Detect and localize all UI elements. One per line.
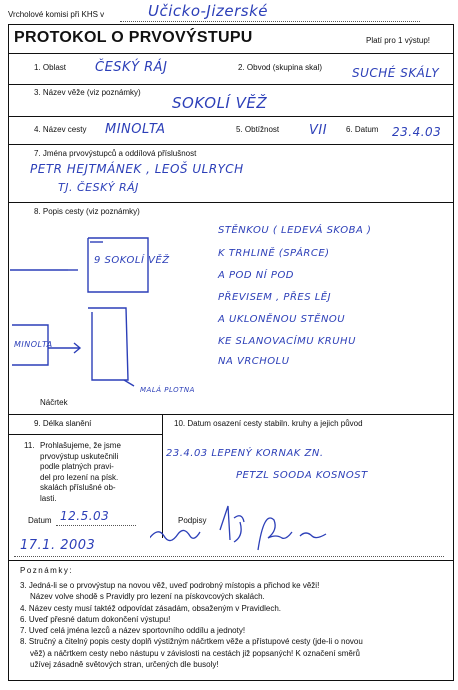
valid-note: Platí pro 1 výstup! bbox=[366, 36, 431, 45]
sketch-label: Náčrtek bbox=[40, 398, 68, 407]
sketch-route-label: MINOLTA bbox=[14, 340, 53, 349]
field-3-value: SOKOLÍ VĚŽ bbox=[172, 94, 268, 112]
field-10-line-1: 23.4.03 LEPENÝ KORNAK ZN. bbox=[166, 448, 324, 459]
divider bbox=[8, 144, 454, 145]
notes-list: 3. Jedná-li se o prvovýstup na novou věž, uveď podrobný místopis a přichod ke věži! Název volve shodě s Pravidly pro lezení na pískovcových skalách. 4. Název cesty musí taktéž odpovídat zásadám, obsaženým v Pravidlech. 6. Uveď přesné datum dokončení výstupu! 7. Uveď celá jména lezců a název sportovního oddílu a jednoty! 8. Stručný a čitelný popis cesty doplň výstižným náčrtkem věže a přístupové cesty (jde-li o novou věž) a náčrtkem cesty nebo nástupu v závislosti na cestách již popsaných! K označení směrů užívej zásadně světových stran, určených dle busoly! bbox=[20, 581, 363, 670]
sketch-tower-label: 9 SOKOLÍ VĚŽ bbox=[94, 255, 170, 266]
sketch-neighbor-label: MALÁ PLOTNA bbox=[140, 386, 195, 394]
route-line-5: A UKLONĚNOU STĚNOU bbox=[218, 314, 346, 325]
divider bbox=[8, 434, 162, 435]
field-7-label: 7. Jména prvovýstupců a oddílová příslušnost bbox=[34, 149, 197, 158]
form-title: PROTOKOL O PRVOVÝSTUPU bbox=[14, 29, 253, 46]
podpisy-label: Podpisy bbox=[178, 516, 207, 525]
field-7-value-2: TJ. ČESKÝ RÁJ bbox=[58, 181, 139, 194]
field-2-value: SUCHÉ SKÁLY bbox=[352, 66, 440, 80]
commission-value: Učicko-Jizerské bbox=[148, 2, 269, 20]
field-9-label: 9. Délka slanění bbox=[34, 419, 92, 428]
divider bbox=[8, 202, 454, 203]
route-line-1: STĚNKOU ( LEDEVÁ SKOBA ) bbox=[218, 225, 372, 236]
notes-title: Poznámky: bbox=[20, 566, 74, 575]
signatures bbox=[150, 500, 350, 560]
datum-value: 12.5.03 bbox=[60, 509, 110, 523]
field-6-label: 6. Datum bbox=[346, 125, 379, 134]
field-11-declaration: Prohlašujeme, že jsme prvovýstup uskutečnili podle platných pravi- del pro lezení na písk. skalách příslušné ob- lasti. bbox=[40, 441, 121, 503]
field-4-value: MINOLTA bbox=[105, 122, 166, 137]
field-1-value: ČESKÝ RÁJ bbox=[95, 60, 168, 75]
bottom-dotted-line bbox=[14, 556, 444, 557]
datum-dotted-line bbox=[56, 525, 136, 526]
route-line-2: K TRHLINĚ (SPÁRCE) bbox=[218, 248, 330, 259]
commission-prefix: Vrcholové komisi při KHS v bbox=[8, 10, 105, 19]
field-4-label: 4. Název cesty bbox=[34, 125, 87, 134]
bottom-date: 17.1. 2003 bbox=[20, 538, 96, 553]
field-1-label: 1. Oblast bbox=[34, 63, 67, 72]
route-line-7: NA VRCHOLU bbox=[218, 356, 290, 367]
route-line-6: KE SLANOVACÍMU KRUHU bbox=[218, 336, 356, 347]
datum-label: Datum bbox=[28, 516, 52, 525]
divider bbox=[8, 84, 454, 85]
divider bbox=[8, 560, 454, 561]
field-2-label: 2. Obvod (skupina skal) bbox=[238, 63, 323, 72]
commission-dotted-line bbox=[120, 21, 420, 22]
field-7-value-1: PETR HEJTMÁNEK , LEOŠ ULRYCH bbox=[30, 162, 244, 176]
field-6-value: 23.4.03 bbox=[392, 125, 442, 139]
divider bbox=[8, 116, 454, 117]
divider bbox=[8, 53, 454, 54]
field-5-value: VII bbox=[309, 123, 328, 138]
field-3-label: 3. Název věže (viz poznámky) bbox=[34, 88, 141, 97]
field-8-label: 8. Popis cesty (viz poznámky) bbox=[34, 207, 140, 216]
field-11-number: 11. bbox=[24, 441, 35, 450]
divider bbox=[8, 414, 454, 415]
field-10-label: 10. Datum osazení cesty stabiln. kruhy a jejich původ bbox=[174, 419, 363, 428]
field-5-label: 5. Obtížnost bbox=[236, 125, 280, 134]
field-10-line-2: PETZL SOODA KOSNOST bbox=[236, 470, 368, 481]
route-line-3: A POD NÍ POD bbox=[218, 270, 295, 281]
route-line-4: PŘEVISEM , PŘES LĚJ bbox=[218, 292, 332, 303]
